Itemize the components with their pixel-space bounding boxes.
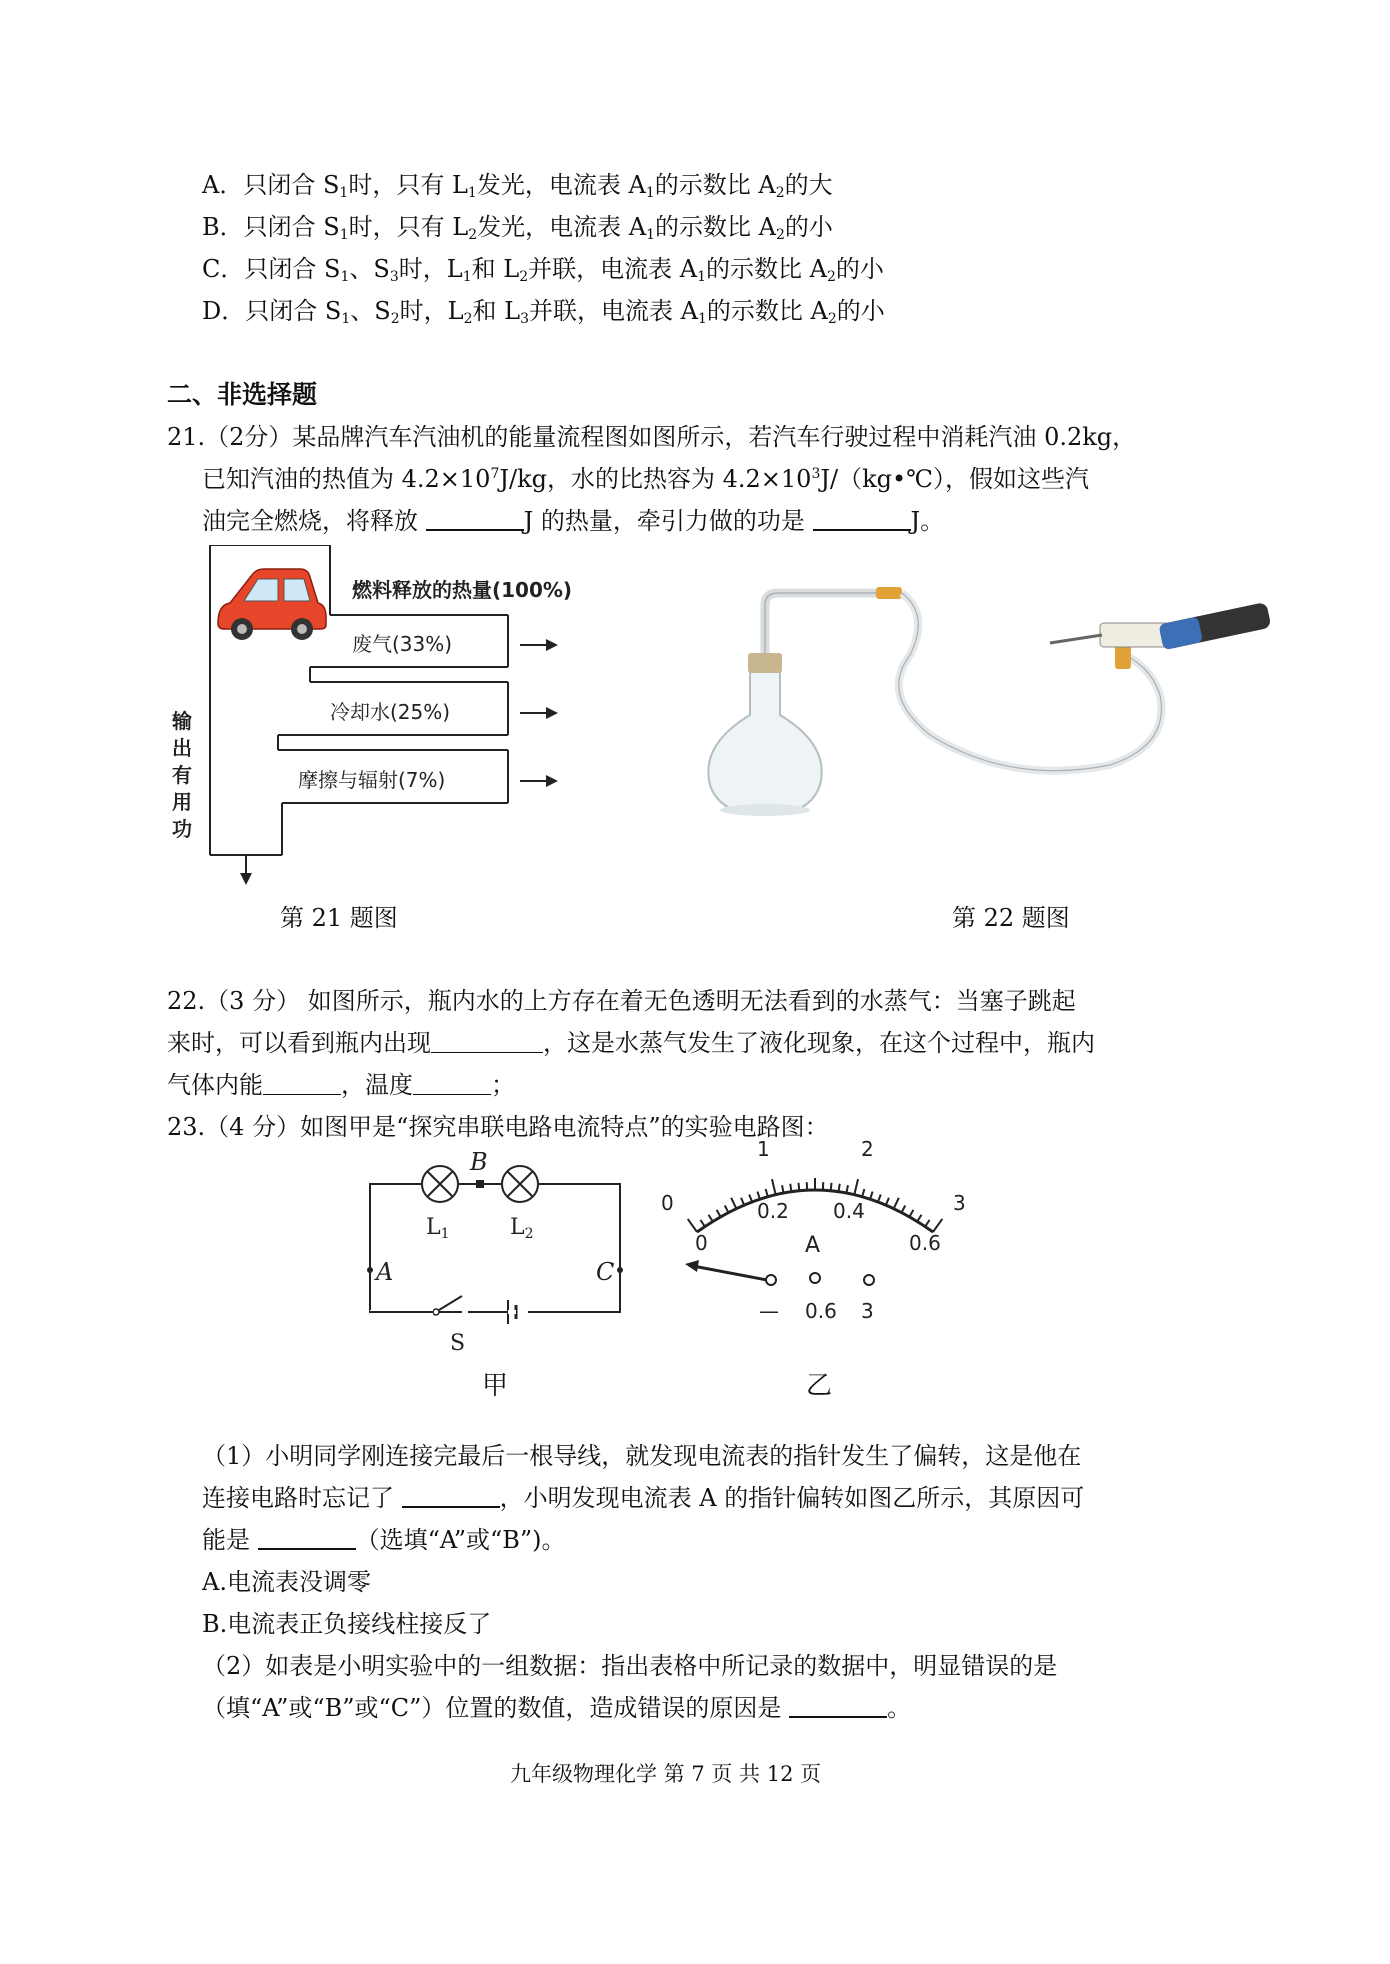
q20-option-c: C．只闭合 $S_1$、$S_3$时，$L_1$和 $L_2$并联，电流表 $A_1$的示数比 $A_2$的小 [202, 255, 884, 285]
scale-label: 3 [953, 1191, 966, 1215]
terminal-label: 3 [861, 1299, 874, 1323]
battery-icon [468, 1300, 516, 1324]
useful-work-label: 出 [172, 736, 192, 760]
q23-part1-line1: （1）小明同学刚连接完最后一根导线，就发现电流表的指针发生了偏转，这是他在 [202, 1442, 1082, 1470]
q22-line3: 气体内能 ，温度 ； [167, 1071, 515, 1099]
scale-tick [709, 1215, 713, 1222]
car-icon [218, 569, 326, 640]
answer-blank[interactable] [263, 1074, 341, 1095]
scale-tick [878, 1194, 881, 1201]
terminal-icon [810, 1273, 820, 1283]
terminal-label: 0.6 [805, 1299, 837, 1323]
arrow-right-icon [520, 707, 558, 719]
scale-tick [731, 1198, 736, 1209]
q23-option-a: A.电流表没调零 [202, 1568, 371, 1596]
scale-tick [700, 1220, 704, 1227]
q23-part1-line2: 连接电路时忘记了 ，小明发现电流表 A 的指针偏转如图乙所示，其原因可 [202, 1484, 1085, 1512]
scale-tick [757, 1192, 760, 1200]
figure-22-caption: 第 22 题图 [952, 904, 1070, 932]
scale-label: 0.6 [909, 1231, 941, 1255]
scale-tick [925, 1220, 929, 1227]
q20-option-a: A．只闭合 $S_1$时，只有 $L_1$发光，电流表 $A_1$的示数比 $A_2$的大 [202, 171, 833, 201]
point-c-label: C [596, 1258, 615, 1286]
scale-label: 0 [661, 1191, 674, 1215]
useful-work-label: 有 [172, 763, 192, 787]
terminal-icon [864, 1275, 874, 1285]
q22-line1: 22.（3 分） 如图所示，瓶内水的上方存在着无色透明无法看到的水蒸气：当塞子跳起 [167, 987, 1076, 1015]
switch-label: S [450, 1331, 466, 1356]
scale-tick [725, 1205, 729, 1212]
point-b-label: B [470, 1148, 488, 1176]
answer-blank[interactable] [413, 1074, 491, 1095]
scale-tick [749, 1194, 752, 1201]
scale-tick [717, 1210, 721, 1217]
q21-line1: 21.（2分）某品牌汽车汽油机的能量流程图如图所示，若汽车行驶过程中消耗汽油 0.2kg， [167, 423, 1137, 451]
energy-flow-diagram [160, 545, 580, 890]
scale-tick [902, 1205, 906, 1212]
fuel-heat-label: 燃料释放的热量(100%) [352, 578, 573, 602]
scale-tick [917, 1215, 921, 1222]
answer-blank[interactable] [789, 1694, 887, 1718]
answer-blank[interactable] [426, 507, 524, 531]
lamp-l2-label: L2 [510, 1215, 534, 1242]
exhaust-label: 废气(33%) [352, 632, 453, 656]
figure-21-caption: 第 21 题图 [280, 904, 398, 932]
scale-label: 0.4 [833, 1199, 865, 1223]
lamp-l2-icon [502, 1166, 538, 1202]
answer-blank[interactable] [402, 1484, 500, 1508]
lamp-l1-icon [422, 1166, 458, 1202]
scale-tick [854, 1179, 858, 1195]
flask-apparatus-illustration [690, 585, 1280, 825]
series-circuit-diagram [360, 1140, 640, 1380]
q21-line2: 已知汽油的热值为 $4.2\times 10^7J/kg$，水的比热容为 $4.2\times 10^3J/(kg•℃)$，假如这些汽 [202, 465, 1089, 493]
arrow-right-icon [520, 639, 558, 651]
answer-blank[interactable] [258, 1526, 356, 1550]
arrow-right-icon [520, 775, 558, 787]
q23-part2-line1: （2）如表是小明实验中的一组数据：指出表格中所记录的数据中，明显错误的是 [202, 1652, 1058, 1680]
useful-work-label: 输 [172, 709, 192, 733]
scale-tick [766, 1189, 768, 1197]
q22-line2: 来时，可以看到瓶内出现 ，这是水蒸气发生了液化现象，在这个过程中，瓶内 [167, 1029, 1095, 1057]
scale-tick [741, 1198, 744, 1205]
q23-option-b: B.电流表正负接线柱接反了 [202, 1610, 492, 1638]
answer-blank[interactable] [431, 1032, 543, 1053]
useful-work-label: 功 [172, 817, 192, 841]
cooling-water-label: 冷却水(25%) [330, 700, 451, 724]
scale-tick [839, 1184, 840, 1192]
q23-intro: 23.（4 分）如图甲是“探究串联电路电流特点”的实验电路图： [167, 1113, 829, 1141]
scale-tick [799, 1183, 800, 1191]
scale-tick [790, 1184, 791, 1192]
unit-label: A [805, 1233, 821, 1258]
q20-option-d: D．只闭合 $S_1$、$S_2$时，$L_2$和 $L_3$并联，电流表 $A_1$的示数比 $A_2$的小 [202, 297, 885, 327]
useful-work-label: 用 [172, 790, 192, 814]
section-heading: 二、非选择题 [167, 380, 318, 409]
scale-label: 2 [861, 1137, 874, 1161]
scale-label: 1 [757, 1137, 770, 1161]
friction-radiation-label: 摩擦与辐射(7%) [298, 768, 446, 792]
scale-tick [831, 1183, 832, 1191]
scale-tick [862, 1189, 864, 1197]
scale-tick [894, 1198, 899, 1209]
q23-part1-line3: 能是 （选填“A”或“B”)。 [202, 1526, 566, 1554]
terminal-icon [766, 1275, 776, 1285]
scale-label: 0 [695, 1231, 708, 1255]
scale-tick [909, 1210, 913, 1217]
page-footer: 九年级物理化学 第 7 页 共 12 页 [510, 1762, 822, 1786]
figure-yi-caption: 乙 [806, 1371, 833, 1401]
needle-icon [693, 1266, 767, 1280]
lamp-l1-label: L1 [426, 1215, 450, 1242]
scale-tick [772, 1179, 776, 1195]
q20-option-b: B．只闭合 $S_1$时，只有 $L_2$发光，电流表 $A_1$的示数比 $A_2$的小 [202, 213, 833, 243]
q21-line3: 油完全燃烧，将释放 J 的热量，牵引力做的功是 J。 [202, 507, 945, 535]
scale-tick [886, 1198, 889, 1205]
terminal-label: — [759, 1299, 779, 1323]
ammeter-dial [655, 1128, 985, 1358]
figure-jia-caption: 甲 [482, 1371, 509, 1401]
answer-blank[interactable] [813, 507, 911, 531]
q23-part2-line2: （填“A”或“B”或“C”）位置的数值，造成错误的原因是 。 [202, 1694, 912, 1722]
scale-label: 0.2 [757, 1199, 789, 1223]
point-a-label: A [376, 1258, 394, 1286]
scale-tick [870, 1192, 873, 1200]
